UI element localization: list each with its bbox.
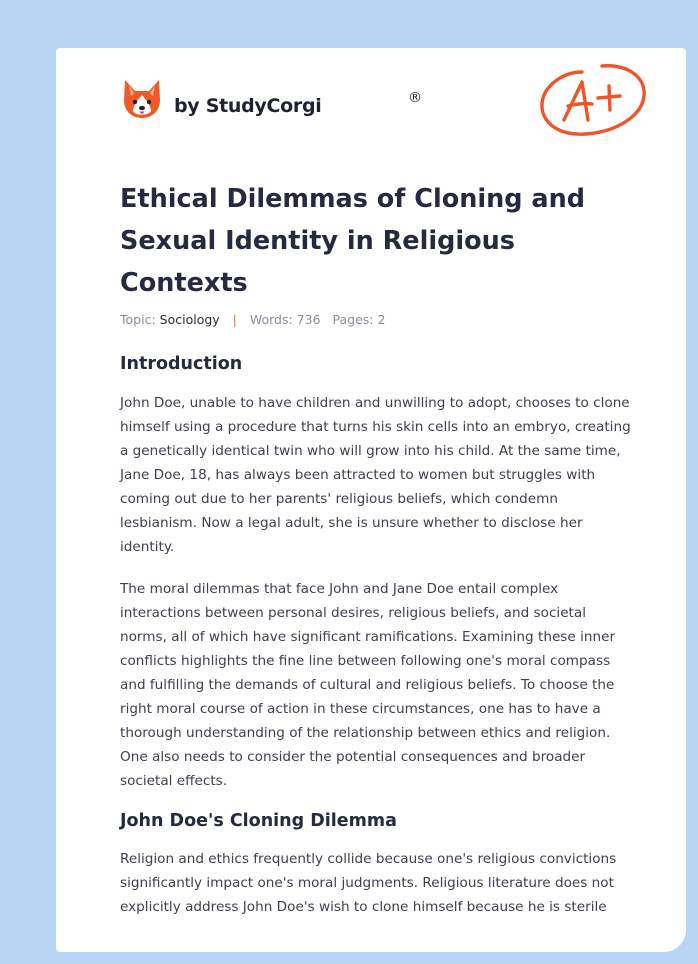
page-count: Pages: 2 (332, 312, 386, 327)
paragraph: John Doe, unable to have children and unwilling to adopt, chooses to clone himself using a procedure that turns his skin cells into an embryo, creating a genetically identical twin who will grow into his child. At the same time, Jane Doe, 18, has always been attracted to women but struggles with coming out due to her parents' religious beliefs, which condemn lesbianism. Now a legal adult, she is unsure whether to disclose her identity. (120, 395, 631, 555)
corgi-logo-icon (122, 76, 162, 122)
essay-page (56, 48, 686, 952)
article-meta (120, 312, 385, 327)
page-title: Ethical Dilemmas of Cloning and Sexual Identity in Religious Contexts (120, 184, 586, 298)
brand-name: by StudyCorgi (174, 95, 322, 117)
section-heading-introduction: Introduction (120, 354, 243, 374)
topic-link[interactable]: Sociology (159, 312, 220, 327)
word-count: Words: 736 (249, 312, 321, 327)
a-plus-grade-icon (538, 58, 648, 140)
paragraph: Religion and ethics frequently collide because one's religious convictions significantly impact one's moral judgments. Religious literature does not explicitly address John Doe's wish to clone himself because he is sterile (120, 851, 617, 915)
meta-separator: | (232, 312, 237, 327)
registered-mark: ® (408, 90, 422, 106)
paragraph: The moral dilemmas that face John and Jane Doe entail complex interactions between personal desires, religious beliefs, and societal norms, all of which have significant ramifications. Examining these inner conflicts highlights the fine line between following one's moral compass and fulfilling the demands of cultural and religious beliefs. To choose the right moral course of action in these circumstances, one has to have a thorough understanding of the relationship between ethics and religion. One also needs to consider the potential consequences and broader societal effects. (120, 581, 616, 789)
section-heading-cloning-dilemma: John Doe's Cloning Dilemma (120, 811, 397, 831)
topic-label: Topic: (120, 312, 156, 327)
